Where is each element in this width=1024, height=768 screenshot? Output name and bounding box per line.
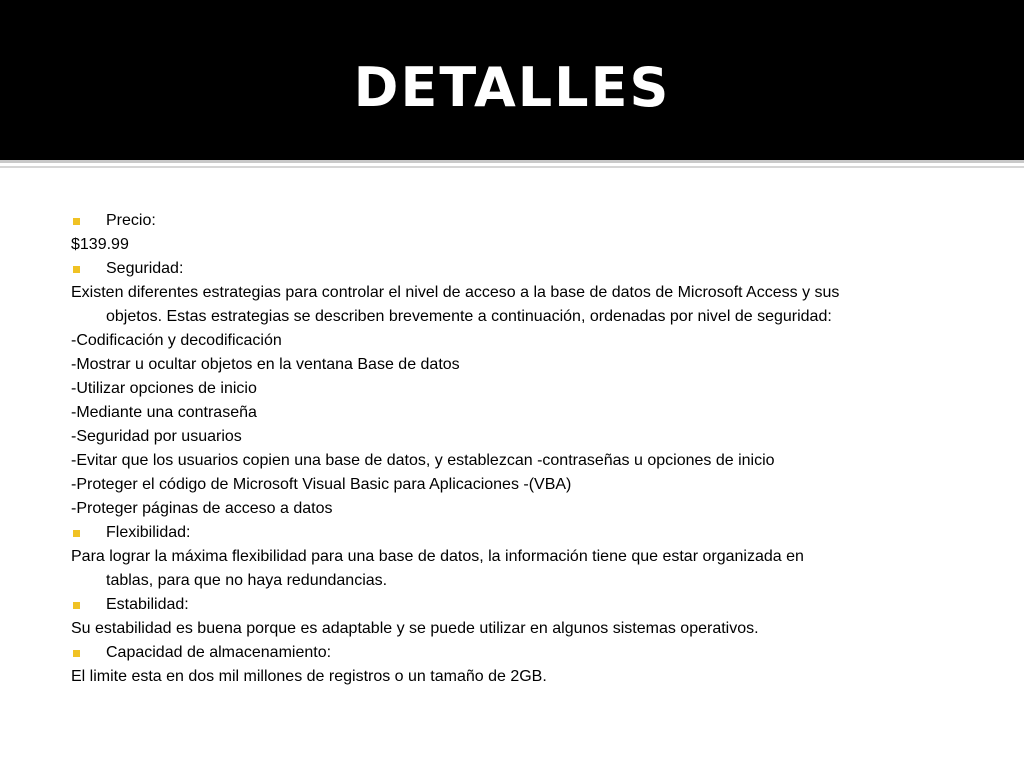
square-bullet-icon bbox=[73, 530, 80, 537]
text-line-security-option: -Mediante una contraseña bbox=[71, 404, 257, 421]
slide-body bbox=[71, 209, 971, 689]
text-line-price: $139.99 bbox=[71, 236, 129, 253]
text-line-security-option: -Proteger el código de Microsoft Visual Basic para Aplicaciones -(VBA) bbox=[71, 476, 572, 493]
square-bullet-icon bbox=[73, 266, 80, 273]
title-divider-thin bbox=[0, 166, 1024, 168]
text-line-security-option: -Seguridad por usuarios bbox=[71, 428, 242, 445]
square-bullet-icon bbox=[73, 650, 80, 657]
bullet-text: Seguridad: bbox=[106, 260, 184, 277]
title-divider-thick bbox=[0, 160, 1024, 163]
bullet-text: Precio: bbox=[106, 212, 156, 229]
text-line-security-intro: Existen diferentes estrategias para controlar el nivel de acceso a la base de datos de Microsoft Access y sus bbox=[71, 284, 840, 301]
text-line-storage: El limite esta en dos mil millones de registros o un tamaño de 2GB. bbox=[71, 668, 547, 685]
square-bullet-icon bbox=[73, 602, 80, 609]
text-line-stability: Su estabilidad es buena porque es adaptable y se puede utilizar en algunos sistemas operativos. bbox=[71, 620, 759, 637]
bullet-item-estabilidad bbox=[71, 593, 971, 617]
bullet-text: Capacidad de almacenamiento: bbox=[106, 644, 332, 661]
slide-title: DETALLES bbox=[353, 56, 671, 119]
text-line-security-option: -Codificación y decodificación bbox=[71, 332, 282, 349]
bullet-item-precio bbox=[71, 209, 971, 233]
square-bullet-icon bbox=[73, 218, 80, 225]
bullet-text: Flexibilidad: bbox=[106, 524, 191, 541]
text-line-security-option: -Proteger páginas de acceso a datos bbox=[71, 500, 333, 517]
text-line-security-intro-cont: objetos. Estas estrategias se describen brevemente a continuación, ordenadas por nivel de seguridad: bbox=[106, 308, 832, 325]
bullet-text: Estabilidad: bbox=[106, 596, 189, 613]
text-line-flexibility: Para lograr la máxima flexibilidad para una base de datos, la información tiene que estar organizada en bbox=[71, 548, 804, 565]
bullet-item-seguridad bbox=[71, 257, 971, 281]
text-line-security-option: -Utilizar opciones de inicio bbox=[71, 380, 257, 397]
text-line-security-option: -Evitar que los usuarios copien una base de datos, y establezcan -contraseñas u opciones de inicio bbox=[71, 452, 775, 469]
text-line-security-option: -Mostrar u ocultar objetos en la ventana Base de datos bbox=[71, 356, 460, 373]
text-line-flexibility-cont: tablas, para que no haya redundancias. bbox=[106, 572, 388, 589]
bullet-item-flexibilidad bbox=[71, 521, 971, 545]
bullet-item-capacidad bbox=[71, 641, 971, 665]
